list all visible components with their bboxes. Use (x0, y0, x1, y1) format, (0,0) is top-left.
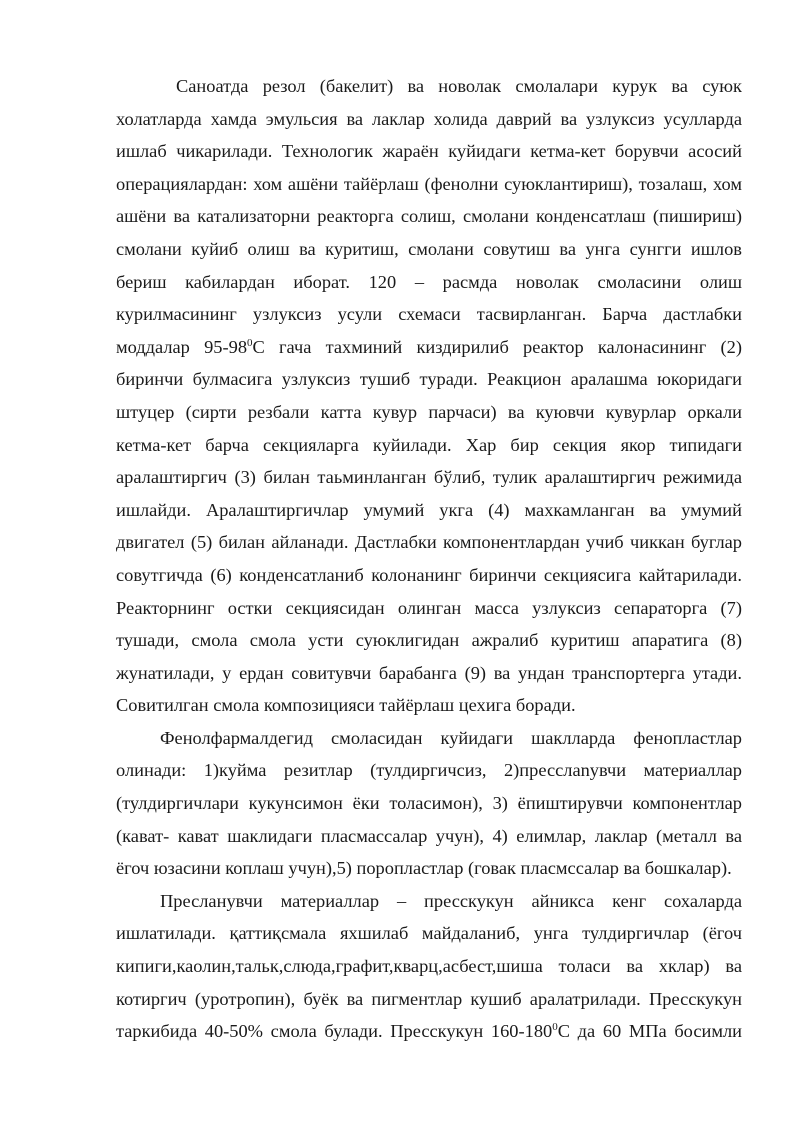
text-line: Пресланувчи материаллар – пресскукун айникса кенг сохаларда (160, 890, 742, 911)
text-line: Совитилган смола композицияси тайёрлаш цехига боради. (116, 695, 576, 716)
text-line (116, 1015, 742, 1048)
text-line (116, 331, 742, 364)
text-line: операциялардан: хом ашёни тайёрлаш (фенолни суюклантириш), тозалаш, хом (116, 173, 742, 194)
text-segment: моддалар 95-98 (116, 336, 248, 357)
text-segment: С да 60 МПа босимли (557, 1021, 742, 1042)
degree-superscript: 0 (552, 1021, 558, 1034)
text-line: ашёни ва катализаторни реакторга солиш, смолани конденсатлаш (пишириш) (116, 206, 742, 227)
text-line: (тулдиргичлари кукунсимон ёки толасимон), 3) ёпиштирувчи компонентлар (116, 793, 742, 814)
document-body (116, 70, 742, 1048)
text-line: аралаштиргич (3) билан таьминланган бўлиб, тулик аралаштиргич режимида (116, 467, 742, 488)
text-line: Саноатда резол (бакелит) ва новолак смолалари курук ва суюк (176, 76, 742, 96)
text-line: Реакторнинг остки секциясидан олинган масса узлуксиз сепараторга (7) (116, 597, 742, 618)
text-line: (кават- кават шаклидаги пласмассалар учун), 4) елимлар, лаклар (металл ва (116, 825, 742, 846)
text-segment: таркибида 40-50% смола булади. Пресскукун 160-180 (116, 1021, 553, 1042)
text-line: ёгоч юзасини коплаш учун),5) поропластлар (говак пласмссалар ва бошкалар). (116, 858, 732, 879)
text-line: котиргич (уротропин), буёк ва пигментлар кушиб аралатрилади. Пресскукун (116, 988, 742, 1009)
text-line: штуцер (сирти резбали катта кувур парчаси) ва куювчи кувурлар оркали (116, 401, 742, 422)
text-line: ишлатилади. қаттиқсмала яхшилаб майдаланиб, унга тулдиргичлар (ёгоч (116, 923, 742, 944)
text-line: смолани куйиб олиш ва куритиш, смолани совутиш ва унга сунгги ишлов (116, 238, 742, 259)
text-line: жунатилади, у ердан совитувчи барабанга (9) ва ундан транспортерга утади. (116, 662, 742, 683)
text-segment: С гача тахминий киздирилиб реактор калонасининг (2) (252, 336, 742, 357)
text-line: совутгичда (6) конденсатланиб колонанинг биринчи секциясига кайтарилади. (116, 564, 742, 585)
text-line: кипиги,каолин,тальк,слюда,графит,кварц,асбест,шиша толаси ва хклар) ва (116, 956, 742, 977)
text-line: ишлаб чикарилади. Технологик жараён куйидаги кетма-кет борувчи асосий (116, 141, 742, 162)
text-line: ишлайди. Аралаштиргичлар умумий укга (4) махкамланган ва умумий (116, 499, 742, 520)
text-line: тушади, смола смола усти суюклигидан ажралиб куритиш апаратига (8) (116, 630, 742, 651)
paragraph (116, 70, 742, 722)
text-line: двигател (5) билан айланади. Дастлабки компонентлардан учиб чиккан буглар (116, 532, 742, 553)
text-line: бериш кабилардан иборат. 120 – расмда новолак смоласини олиш (116, 271, 742, 292)
text-line: курилмасининг узлуксиз усули схемаси тасвирланган. Барча дастлабки (116, 304, 742, 325)
paragraph (116, 722, 742, 885)
degree-superscript: 0 (247, 336, 253, 349)
text-line: кетма-кет барча секцияларга куйилади. Хар бир секция якор типидаги (116, 434, 742, 455)
text-line: биринчи булмасига узлуксиз тушиб туради. Реакцион аралашма юкоридаги (116, 369, 742, 390)
text-line: Фенолфармалдегид смоласидан куйидаги шаклларда фенопластлар (160, 727, 742, 748)
paragraph (116, 885, 742, 1048)
text-line: олинади: 1)куйма резитлар (тулдиргичсиз, 2)пресслanувчи материаллар (116, 760, 742, 781)
text-line: холатларда хамда эмульсия ва лаклар холида даврий ва узлуксиз усулларда (116, 108, 742, 129)
